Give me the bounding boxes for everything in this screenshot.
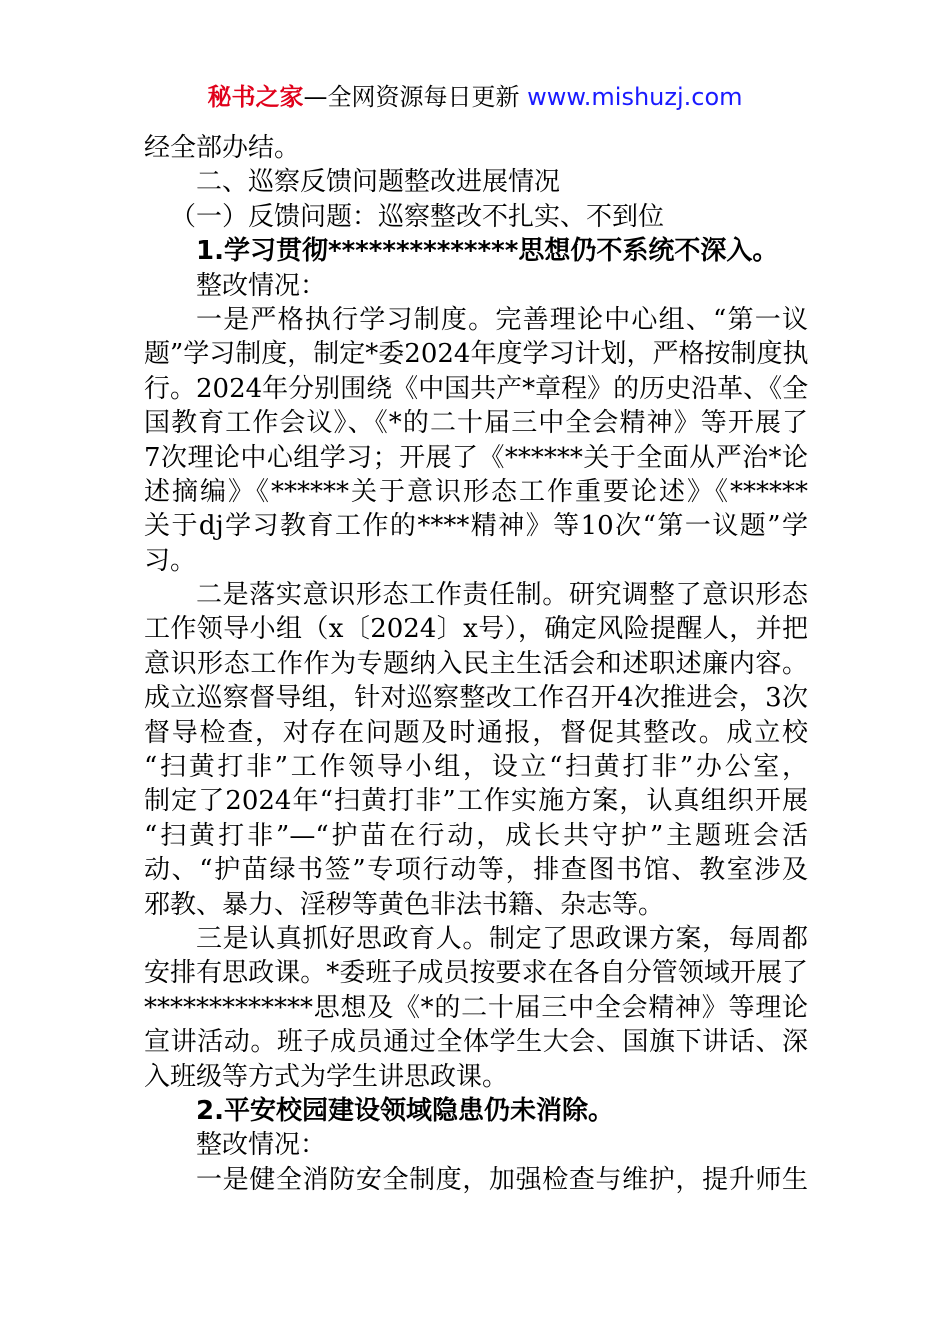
section-heading: 二、巡察反馈问题整改进展情况 — [196, 167, 561, 198]
text-line: 一是健全消防安全制度，加强检查与维护，提升师生 — [196, 1164, 808, 1195]
text-line: 意识形态工作作为专题纳入民主生活会和述职述廉内容。 — [144, 648, 808, 679]
text-line: 关于dj学习教育工作的****精神》等10次“第一议题”学 — [144, 511, 808, 542]
site-url-link[interactable]: www.mishuzj.com — [527, 83, 743, 111]
text-line: 成立巡察督导组，针对巡察整改工作召开4次推进会，3次 — [144, 683, 808, 714]
text-line: 7次理论中心组学习；开展了《******关于全面从严治*论 — [144, 442, 808, 473]
text-line: 动、“护苗绿书签”专项行动等，排查图书馆、教室涉及 — [144, 855, 808, 886]
text-line: 三是认真抓好思政育人。制定了思政课方案，每周都 — [196, 923, 808, 954]
text-line: 宣讲活动。班子成员通过全体学生大会、国旗下讲话、深 — [144, 1027, 808, 1058]
text-line: 经全部办结。 — [144, 133, 301, 163]
item-heading: 1.学习贯彻**************思想仍不系统不深入。 — [196, 236, 779, 267]
text-line: 工作领导小组（x〔2024〕x号），确定风险提醒人，并把 — [144, 614, 808, 645]
text-line: 入班级等方式为学生讲思政课。 — [144, 1061, 509, 1092]
text-line: 安排有思政课。*委班子成员按要求在各自分管领域开展了 — [144, 958, 808, 989]
text-line: 制定了2024年“扫黄打非”工作实施方案，认真组织开展 — [144, 786, 808, 817]
text-line: 题”学习制度，制定*委2024年度学习计划，严格按制度执 — [144, 339, 808, 370]
text-line: 述摘编》《******关于意识形态工作重要论述》《****** — [144, 476, 808, 507]
text-line: 行。2024年分别围绕《中国共产*章程》的历史沿革、《全 — [144, 373, 808, 404]
site-header — [0, 80, 950, 114]
subsection-heading: （一）反馈问题：巡察整改不扎实、不到位 — [170, 201, 665, 232]
text-line: 邪教、暴力、淫秽等黄色非法书籍、杂志等。 — [144, 889, 665, 920]
text-line: 国教育工作会议》、《*的二十届三中全会精神》等开展了 — [144, 408, 808, 439]
text-line: 整改情况： — [196, 1130, 327, 1161]
text-line: “扫黄打非”工作领导小组，设立“扫黄打非”办公室， — [144, 752, 808, 783]
brand-name: 秘书之家 — [207, 83, 304, 111]
text-line: “扫黄打非”—“护苗在行动，成长共守护”主题班会活 — [144, 820, 808, 851]
item-heading: 2.平安校园建设领域隐患仍未消除。 — [196, 1095, 614, 1126]
text-line: 督导检查，对存在问题及时通报，督促其整改。成立校 — [144, 717, 808, 748]
header-tagline: —全网资源每日更新 — [303, 83, 520, 111]
text-line: *************思想及《*的二十届三中全会精神》等理论 — [144, 992, 808, 1023]
text-line: 二是落实意识形态工作责任制。研究调整了意识形态 — [196, 580, 808, 611]
document-body — [144, 131, 808, 1197]
text-line: 整改情况： — [196, 270, 327, 301]
text-line: 一是严格执行学习制度。完善理论中心组、“第一议 — [196, 304, 808, 335]
text-line: 习。 — [144, 545, 197, 576]
